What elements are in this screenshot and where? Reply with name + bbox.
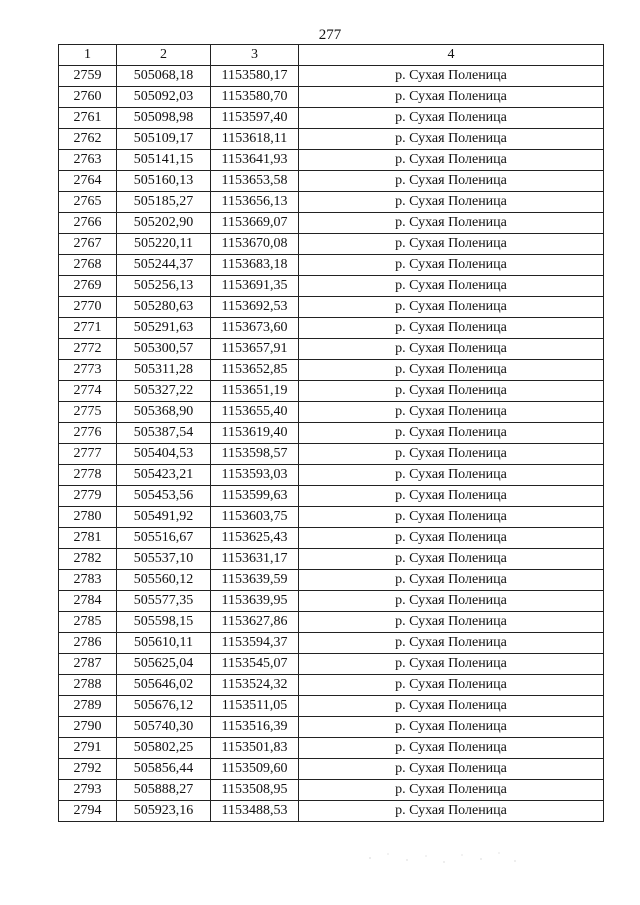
table-row: [59, 675, 604, 696]
table-row: [59, 318, 604, 339]
description-cell: р. Сухая Поленица: [299, 486, 604, 507]
description-cell: р. Сухая Поленица: [299, 738, 604, 759]
table-row: [59, 276, 604, 297]
table-row: [59, 549, 604, 570]
table-row: [59, 297, 604, 318]
table-row: [59, 108, 604, 129]
x-coordinate-cell: 505453,56: [117, 486, 211, 507]
x-coordinate-cell: 505109,17: [117, 129, 211, 150]
point-number-cell: 2792: [59, 759, 117, 780]
table-row: [59, 423, 604, 444]
table-row: [59, 717, 604, 738]
description-cell: р. Сухая Поленица: [299, 654, 604, 675]
column-header-3: 3: [211, 45, 299, 66]
table-row: [59, 360, 604, 381]
x-coordinate-cell: 505610,11: [117, 633, 211, 654]
table-row: [59, 696, 604, 717]
x-coordinate-cell: 505423,21: [117, 465, 211, 486]
column-header-2: 2: [117, 45, 211, 66]
point-number-cell: 2793: [59, 780, 117, 801]
y-coordinate-cell: 1153501,83: [211, 738, 299, 759]
description-cell: р. Сухая Поленица: [299, 297, 604, 318]
table-row: [59, 486, 604, 507]
y-coordinate-cell: 1153619,40: [211, 423, 299, 444]
table-row: [59, 255, 604, 276]
x-coordinate-cell: 505491,92: [117, 507, 211, 528]
x-coordinate-cell: 505068,18: [117, 66, 211, 87]
y-coordinate-cell: 1153508,95: [211, 780, 299, 801]
x-coordinate-cell: 505387,54: [117, 423, 211, 444]
x-coordinate-cell: 505311,28: [117, 360, 211, 381]
point-number-cell: 2778: [59, 465, 117, 486]
table-row: [59, 759, 604, 780]
description-cell: р. Сухая Поленица: [299, 696, 604, 717]
y-coordinate-cell: 1153545,07: [211, 654, 299, 675]
x-coordinate-cell: 505802,25: [117, 738, 211, 759]
y-coordinate-cell: 1153580,17: [211, 66, 299, 87]
point-number-cell: 2789: [59, 696, 117, 717]
point-number-cell: 2762: [59, 129, 117, 150]
point-number-cell: 2790: [59, 717, 117, 738]
x-coordinate-cell: 505256,13: [117, 276, 211, 297]
y-coordinate-cell: 1153673,60: [211, 318, 299, 339]
point-number-cell: 2776: [59, 423, 117, 444]
point-number-cell: 2772: [59, 339, 117, 360]
description-cell: р. Сухая Поленица: [299, 465, 604, 486]
description-cell: р. Сухая Поленица: [299, 192, 604, 213]
point-number-cell: 2763: [59, 150, 117, 171]
table-row: [59, 381, 604, 402]
point-number-cell: 2775: [59, 402, 117, 423]
x-coordinate-cell: 505598,15: [117, 612, 211, 633]
description-cell: р. Сухая Поленица: [299, 801, 604, 822]
y-coordinate-cell: 1153594,37: [211, 633, 299, 654]
page-number: 277: [318, 27, 342, 43]
point-number-cell: 2774: [59, 381, 117, 402]
x-coordinate-cell: 505300,57: [117, 339, 211, 360]
table-row: [59, 591, 604, 612]
table-row: [59, 801, 604, 822]
point-number-cell: 2785: [59, 612, 117, 633]
y-coordinate-cell: 1153597,40: [211, 108, 299, 129]
x-coordinate-cell: 505327,22: [117, 381, 211, 402]
table-row: [59, 171, 604, 192]
point-number-cell: 2767: [59, 234, 117, 255]
description-cell: р. Сухая Поленица: [299, 255, 604, 276]
description-cell: р. Сухая Поленица: [299, 591, 604, 612]
point-number-cell: 2783: [59, 570, 117, 591]
description-cell: р. Сухая Поленица: [299, 402, 604, 423]
point-number-cell: 2794: [59, 801, 117, 822]
x-coordinate-cell: 505740,30: [117, 717, 211, 738]
x-coordinate-cell: 505404,53: [117, 444, 211, 465]
scan-noise: [360, 846, 530, 870]
x-coordinate-cell: 505141,15: [117, 150, 211, 171]
table-header: [59, 45, 604, 66]
y-coordinate-cell: 1153524,32: [211, 675, 299, 696]
y-coordinate-cell: 1153625,43: [211, 528, 299, 549]
x-coordinate-cell: 505888,27: [117, 780, 211, 801]
x-coordinate-cell: 505220,11: [117, 234, 211, 255]
point-number-cell: 2777: [59, 444, 117, 465]
y-coordinate-cell: 1153631,17: [211, 549, 299, 570]
y-coordinate-cell: 1153580,70: [211, 87, 299, 108]
description-cell: р. Сухая Поленица: [299, 381, 604, 402]
y-coordinate-cell: 1153488,53: [211, 801, 299, 822]
description-cell: р. Сухая Поленица: [299, 444, 604, 465]
table-body: [59, 66, 604, 822]
description-cell: р. Сухая Поленица: [299, 171, 604, 192]
table-row: [59, 234, 604, 255]
description-cell: р. Сухая Поленица: [299, 129, 604, 150]
description-cell: р. Сухая Поленица: [299, 423, 604, 444]
point-number-cell: 2786: [59, 633, 117, 654]
x-coordinate-cell: 505577,35: [117, 591, 211, 612]
point-number-cell: 2780: [59, 507, 117, 528]
y-coordinate-cell: 1153509,60: [211, 759, 299, 780]
point-number-cell: 2788: [59, 675, 117, 696]
table-row: [59, 654, 604, 675]
table-row: [59, 507, 604, 528]
y-coordinate-cell: 1153593,03: [211, 465, 299, 486]
x-coordinate-cell: 505923,16: [117, 801, 211, 822]
point-number-cell: 2781: [59, 528, 117, 549]
y-coordinate-cell: 1153639,59: [211, 570, 299, 591]
description-cell: р. Сухая Поленица: [299, 549, 604, 570]
table-row: [59, 150, 604, 171]
x-coordinate-cell: 505291,63: [117, 318, 211, 339]
description-cell: р. Сухая Поленица: [299, 213, 604, 234]
x-coordinate-cell: 505516,67: [117, 528, 211, 549]
point-number-cell: 2769: [59, 276, 117, 297]
description-cell: р. Сухая Поленица: [299, 612, 604, 633]
y-coordinate-cell: 1153603,75: [211, 507, 299, 528]
column-header-1: 1: [59, 45, 117, 66]
point-number-cell: 2773: [59, 360, 117, 381]
description-cell: р. Сухая Поленица: [299, 276, 604, 297]
y-coordinate-cell: 1153651,19: [211, 381, 299, 402]
description-cell: р. Сухая Поленица: [299, 675, 604, 696]
x-coordinate-cell: 505202,90: [117, 213, 211, 234]
point-number-cell: 2771: [59, 318, 117, 339]
table-row: [59, 129, 604, 150]
y-coordinate-cell: 1153655,40: [211, 402, 299, 423]
point-number-cell: 2791: [59, 738, 117, 759]
y-coordinate-cell: 1153598,57: [211, 444, 299, 465]
point-number-cell: 2768: [59, 255, 117, 276]
point-number-cell: 2787: [59, 654, 117, 675]
x-coordinate-cell: 505098,98: [117, 108, 211, 129]
point-number-cell: 2760: [59, 87, 117, 108]
table-row: [59, 738, 604, 759]
description-cell: р. Сухая Поленица: [299, 759, 604, 780]
x-coordinate-cell: 505560,12: [117, 570, 211, 591]
description-cell: р. Сухая Поленица: [299, 234, 604, 255]
point-number-cell: 2779: [59, 486, 117, 507]
table-row: [59, 192, 604, 213]
y-coordinate-cell: 1153639,95: [211, 591, 299, 612]
y-coordinate-cell: 1153618,11: [211, 129, 299, 150]
y-coordinate-cell: 1153657,91: [211, 339, 299, 360]
description-cell: р. Сухая Поленица: [299, 339, 604, 360]
point-number-cell: 2770: [59, 297, 117, 318]
description-cell: р. Сухая Поленица: [299, 717, 604, 738]
description-cell: р. Сухая Поленица: [299, 318, 604, 339]
y-coordinate-cell: 1153599,63: [211, 486, 299, 507]
x-coordinate-cell: 505160,13: [117, 171, 211, 192]
table-row: [59, 528, 604, 549]
description-cell: р. Сухая Поленица: [299, 360, 604, 381]
x-coordinate-cell: 505646,02: [117, 675, 211, 696]
description-cell: р. Сухая Поленица: [299, 528, 604, 549]
y-coordinate-cell: 1153683,18: [211, 255, 299, 276]
table-row: [59, 780, 604, 801]
y-coordinate-cell: 1153669,07: [211, 213, 299, 234]
description-cell: р. Сухая Поленица: [299, 87, 604, 108]
table-row: [59, 570, 604, 591]
y-coordinate-cell: 1153691,35: [211, 276, 299, 297]
description-cell: р. Сухая Поленица: [299, 108, 604, 129]
point-number-cell: 2782: [59, 549, 117, 570]
y-coordinate-cell: 1153653,58: [211, 171, 299, 192]
column-header-4: 4: [299, 45, 604, 66]
x-coordinate-cell: 505244,37: [117, 255, 211, 276]
x-coordinate-cell: 505092,03: [117, 87, 211, 108]
table-row: [59, 402, 604, 423]
y-coordinate-cell: 1153627,86: [211, 612, 299, 633]
table-row: [59, 87, 604, 108]
x-coordinate-cell: 505856,44: [117, 759, 211, 780]
coordinates-table: [58, 44, 604, 822]
description-cell: р. Сухая Поленица: [299, 780, 604, 801]
description-cell: р. Сухая Поленица: [299, 507, 604, 528]
y-coordinate-cell: 1153656,13: [211, 192, 299, 213]
x-coordinate-cell: 505185,27: [117, 192, 211, 213]
point-number-cell: 2759: [59, 66, 117, 87]
table-row: [59, 633, 604, 654]
description-cell: р. Сухая Поленица: [299, 66, 604, 87]
table-row: [59, 213, 604, 234]
x-coordinate-cell: 505280,63: [117, 297, 211, 318]
y-coordinate-cell: 1153670,08: [211, 234, 299, 255]
y-coordinate-cell: 1153692,53: [211, 297, 299, 318]
x-coordinate-cell: 505537,10: [117, 549, 211, 570]
point-number-cell: 2761: [59, 108, 117, 129]
table-row: [59, 612, 604, 633]
description-cell: р. Сухая Поленица: [299, 150, 604, 171]
x-coordinate-cell: 505625,04: [117, 654, 211, 675]
header-row: [59, 45, 604, 66]
description-cell: р. Сухая Поленица: [299, 633, 604, 654]
y-coordinate-cell: 1153516,39: [211, 717, 299, 738]
point-number-cell: 2766: [59, 213, 117, 234]
description-cell: р. Сухая Поленица: [299, 570, 604, 591]
y-coordinate-cell: 1153641,93: [211, 150, 299, 171]
point-number-cell: 2765: [59, 192, 117, 213]
table-row: [59, 66, 604, 87]
y-coordinate-cell: 1153511,05: [211, 696, 299, 717]
point-number-cell: 2784: [59, 591, 117, 612]
table-row: [59, 444, 604, 465]
x-coordinate-cell: 505676,12: [117, 696, 211, 717]
table-row: [59, 465, 604, 486]
y-coordinate-cell: 1153652,85: [211, 360, 299, 381]
x-coordinate-cell: 505368,90: [117, 402, 211, 423]
point-number-cell: 2764: [59, 171, 117, 192]
table-row: [59, 339, 604, 360]
